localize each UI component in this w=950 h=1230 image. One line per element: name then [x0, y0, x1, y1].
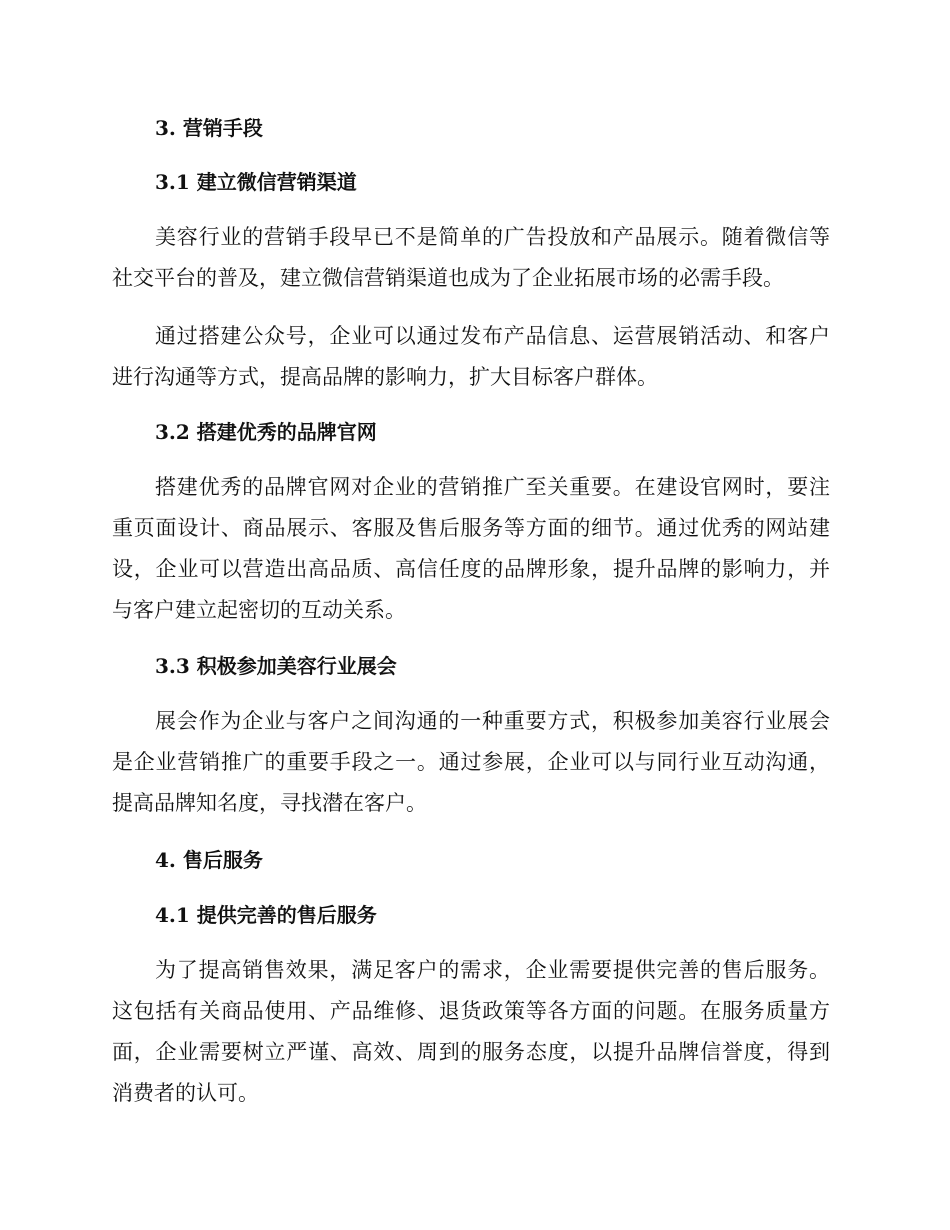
section-heading-3: 3. 营销手段	[155, 116, 263, 140]
paragraph-line: 重页面设计、商品展示、客服及售后服务等方面的细节。通过优秀的网站建	[112, 516, 830, 540]
paragraph-line: 提高品牌知名度，寻找潜在客户。	[112, 791, 427, 815]
paragraph-line: 这包括有关商品使用、产品维修、退货政策等各方面的问题。在服务质量方	[112, 999, 830, 1023]
paragraph-line: 与客户建立起密切的互动关系。	[112, 598, 406, 622]
subsection-heading-4-1: 4.1 提供完善的售后服务	[155, 903, 377, 927]
paragraph-line: 社交平台的普及，建立微信营销渠道也成为了企业拓展市场的必需手段。	[112, 266, 784, 290]
paragraph-line: 是企业营销推广的重要手段之一。通过参展，企业可以与同行业互动沟通，	[112, 750, 830, 774]
section-heading-4: 4. 售后服务	[155, 848, 263, 872]
paragraph-line: 消费者的认可。	[112, 1081, 259, 1105]
paragraph-line: 搭建优秀的品牌官网对企业的营销推广至关重要。在建设官网时，要注	[155, 475, 830, 499]
paragraph-line: 面，企业需要树立严谨、高效、周到的服务态度，以提升品牌信誉度，得到	[112, 1040, 830, 1064]
subsection-heading-3-1: 3.1 建立微信营销渠道	[155, 170, 357, 194]
paragraph-line: 展会作为企业与客户之间沟通的一种重要方式，积极参加美容行业展会	[155, 709, 830, 733]
subsection-heading-3-2: 3.2 搭建优秀的品牌官网	[155, 420, 377, 444]
paragraph-line: 美容行业的营销手段早已不是简单的广告投放和产品展示。随着微信等	[155, 225, 830, 249]
subsection-heading-3-3: 3.3 积极参加美容行业展会	[155, 654, 397, 678]
paragraph-line: 为了提高销售效果，满足客户的需求，企业需要提供完善的售后服务。	[155, 958, 830, 982]
paragraph-line: 通过搭建公众号，企业可以通过发布产品信息、运营展销活动、和客户	[155, 324, 830, 348]
paragraph-line: 设，企业可以营造出高品质、高信任度的品牌形象，提升品牌的影响力，并	[112, 557, 830, 581]
paragraph-line: 进行沟通等方式，提高品牌的影响力，扩大目标客户群体。	[112, 365, 658, 389]
